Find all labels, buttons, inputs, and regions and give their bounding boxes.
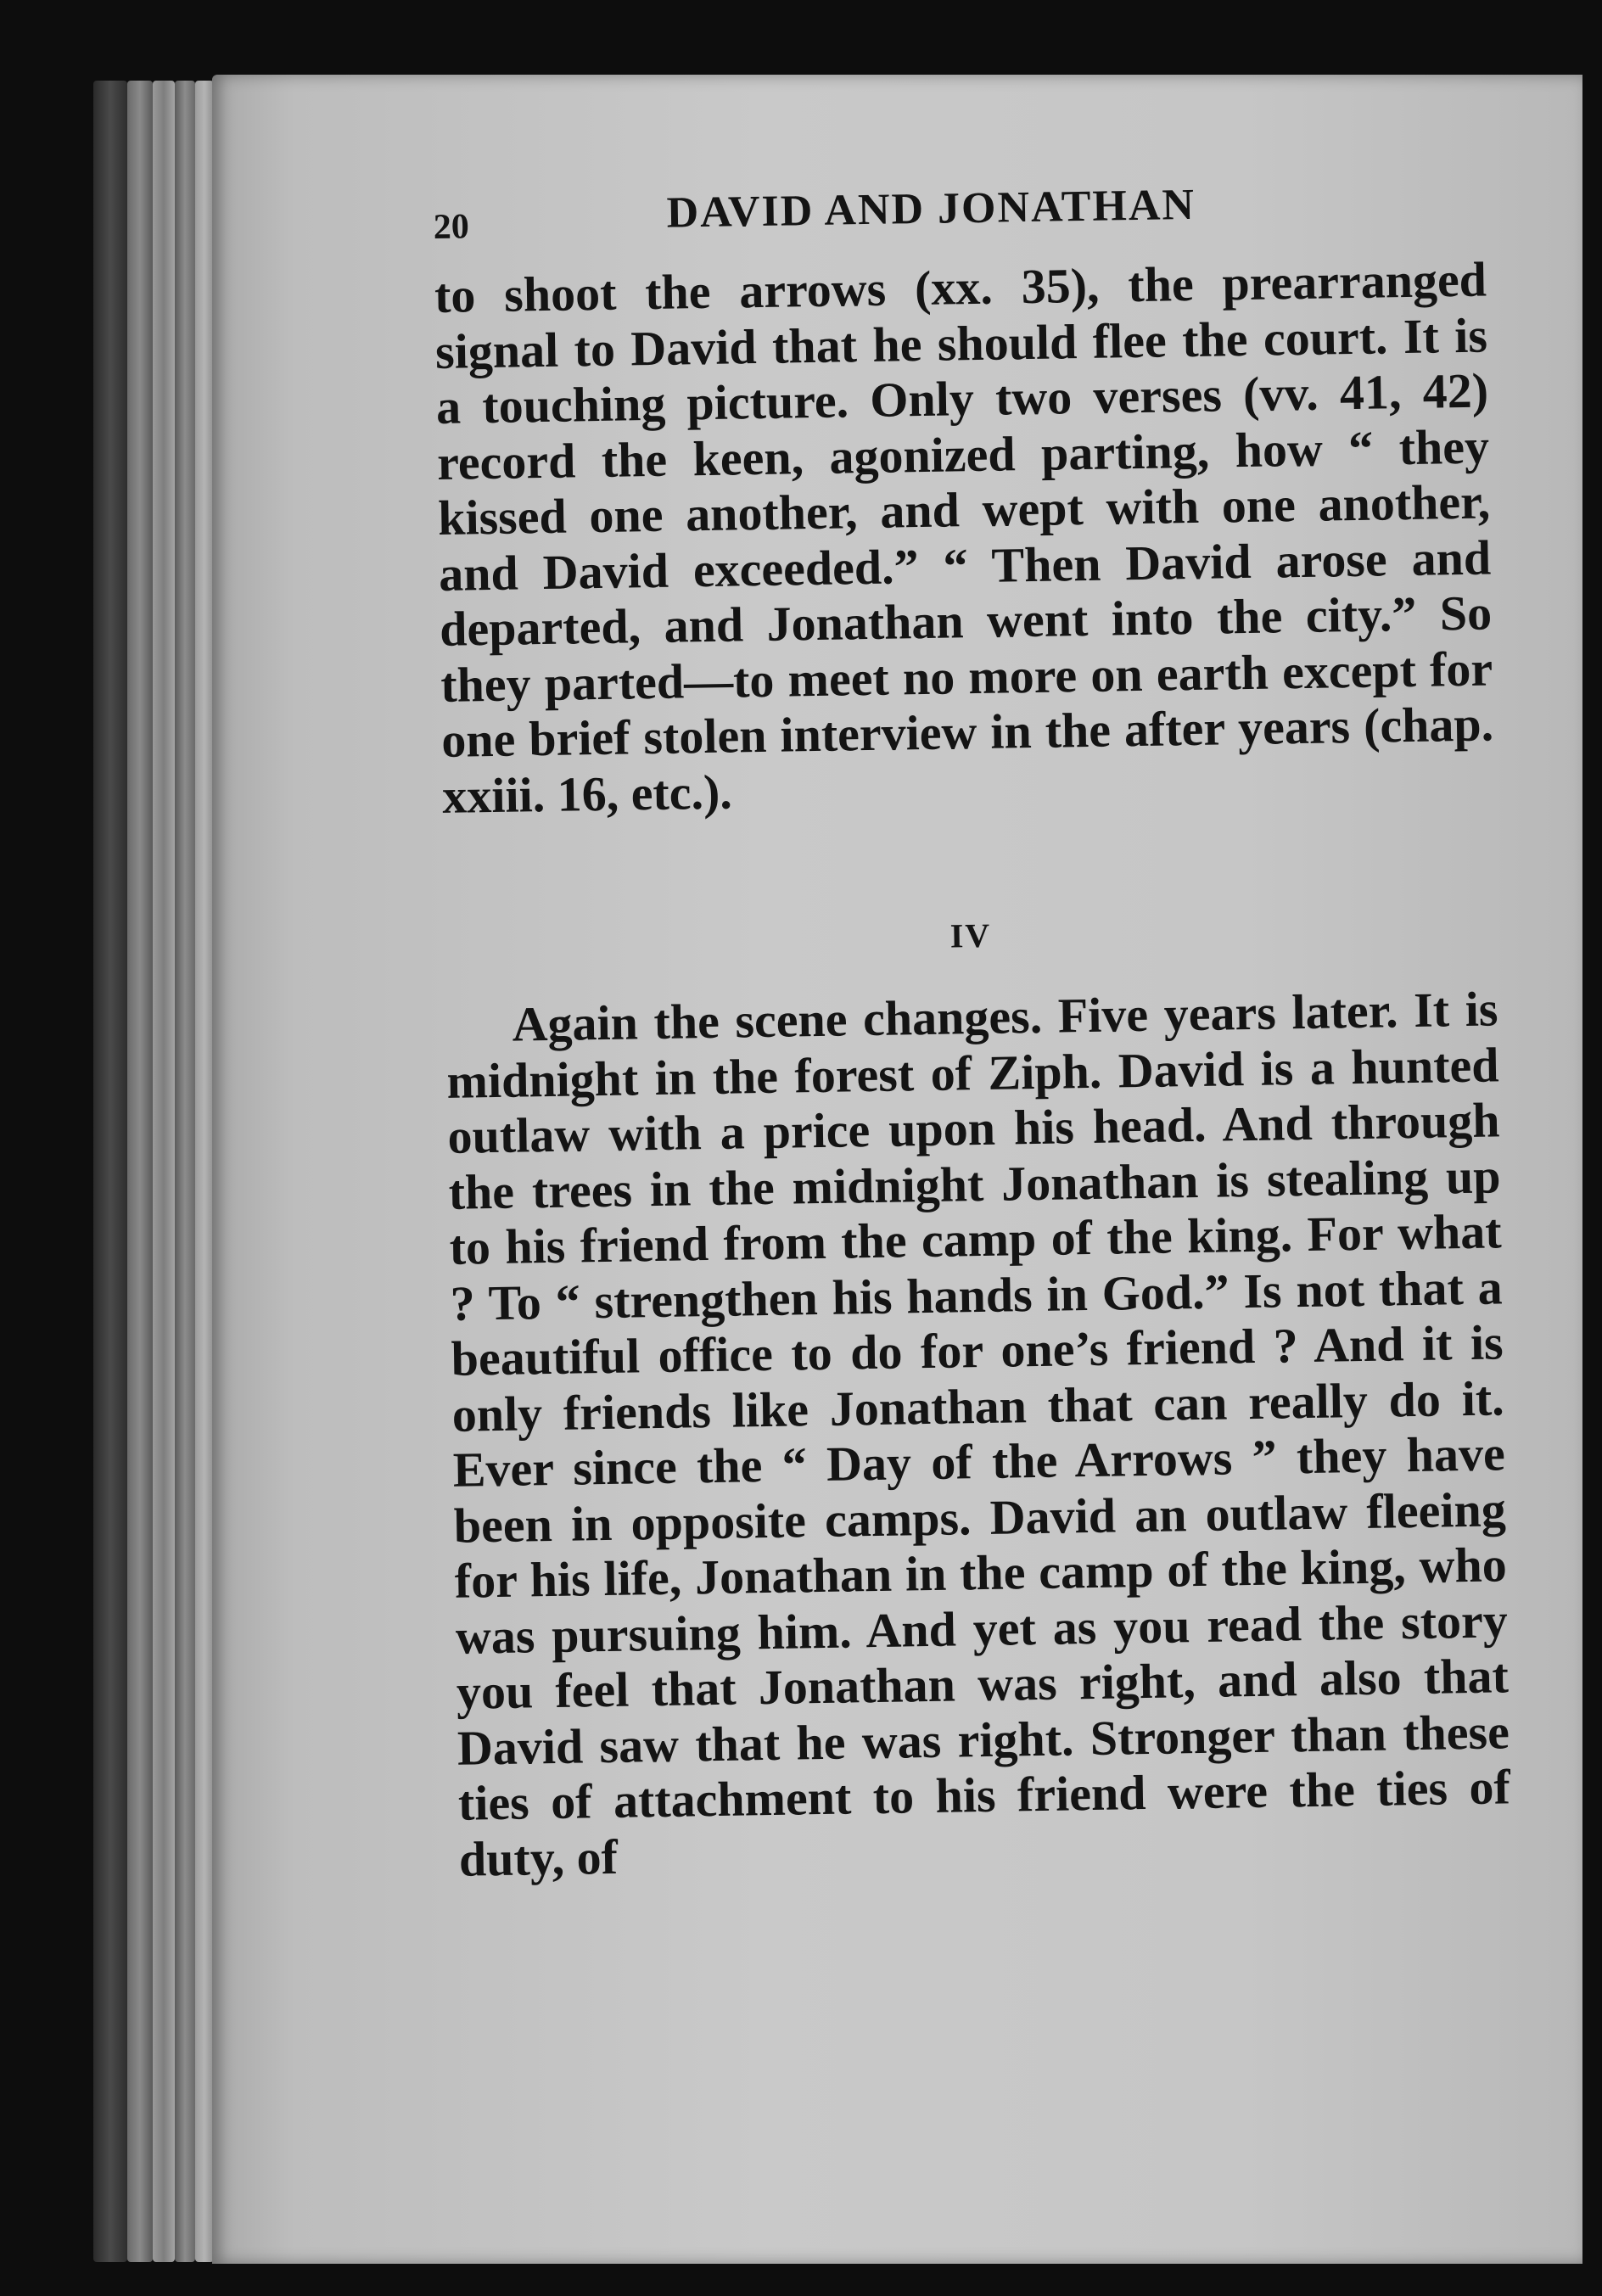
page-edge — [175, 81, 195, 2262]
paragraph: Again the scene changes. Five years later. It is midnight in the forest of Ziph. David is a hunted outlaw with a price upon his head. And through the trees in the midnight Jonathan is stealing up to his friend from the camp of the king. For what ? To “ strengthen his hands in God.” Is not that a beautiful office to do for one’s friend ? And it is only friends like Jonathan that can really do it. Ever since the “ Day of the Arrows ” they have been in opposite camps. David an outlaw fleeing for his life, Jonathan in the camp of the king, who was pursuing him. And yet as you read the story you feel that Jonathan was right, and also that David saw that he was right. Stronger than these ties of attachment to his friend were the ties of duty, of — [446, 981, 1511, 1887]
page-text-block — [433, 169, 1511, 1887]
running-head — [433, 169, 1486, 261]
paragraph-continued: to shoot the arrows (xx. 35), the prearranged signal to David that he should flee the court. It is a touching picture. Only two verses (vv. 41, 42) record the keen, agonized parting, how “ they kissed one another, and wept with one another, and David exceeded.” “ Then David arose and departed, and Jonathan went into the city.” So they parted—to meet no more on earth except for one brief stolen interview in the after years (chap. xxiii. 16, etc.). — [434, 251, 1494, 824]
page-edge — [153, 81, 175, 2262]
page-edge — [127, 81, 153, 2262]
page-edge — [93, 81, 127, 2262]
running-title: DAVID AND JONATHAN — [666, 180, 1196, 238]
section-heading: IV — [949, 916, 992, 955]
page-edge — [195, 81, 214, 2262]
page-number: 20 — [433, 207, 470, 247]
